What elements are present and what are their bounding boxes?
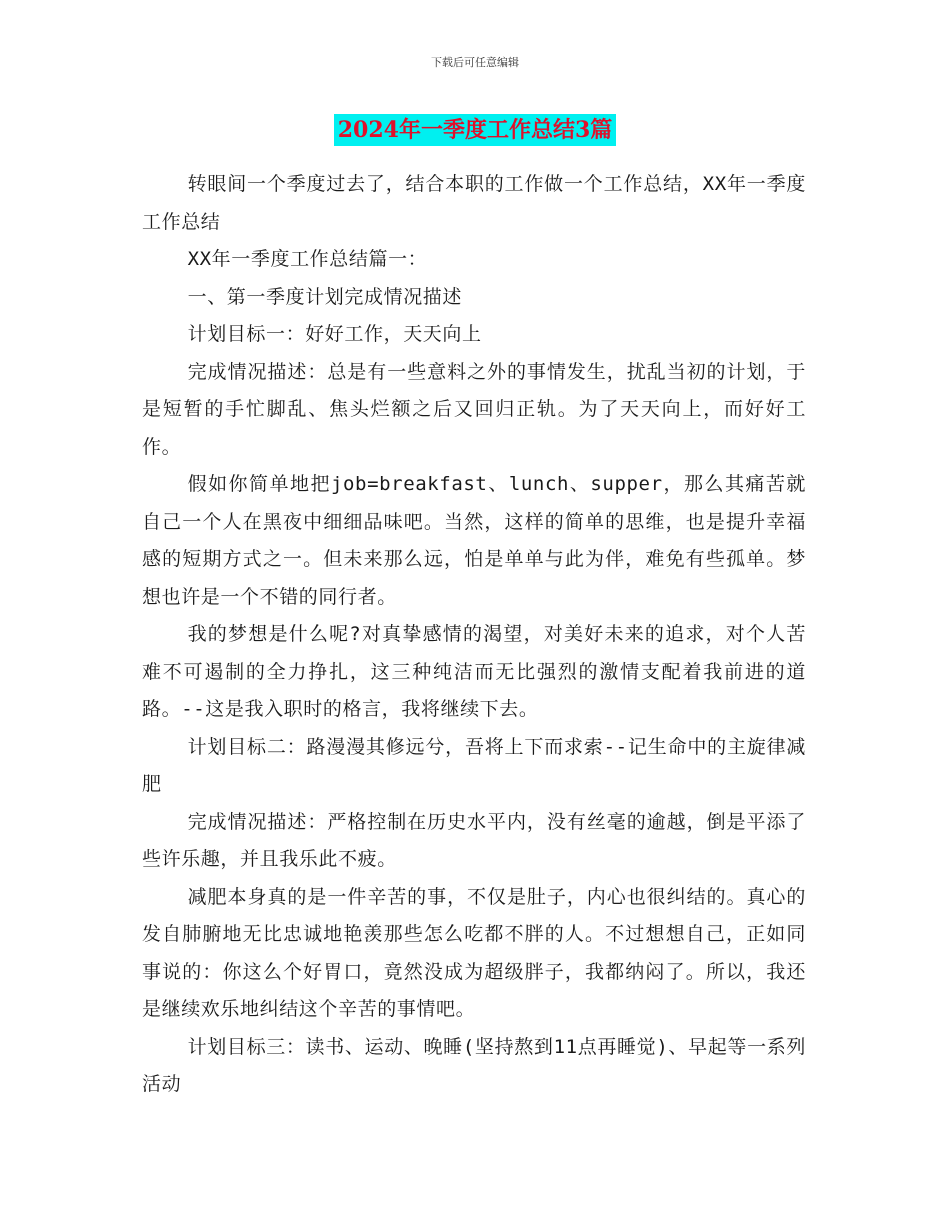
document-body (142, 166, 806, 1104)
paragraph: 我的梦想是什么呢?对真挚感情的渴望，对美好未来的追求，对个人苦难不可遏制的全力挣扎，这三种纯洁而无比强烈的激情支配着我前进的道路。--这是我入职时的格言，我将继续下去。 (142, 623, 806, 720)
paragraph: 计划目标二：路漫漫其修远兮，吾将上下而求索--记生命中的主旋律减肥 (142, 735, 806, 795)
paragraph: 转眼间一个季度过去了，结合本职的工作做一个工作总结，XX年一季度工作总结 (142, 173, 806, 233)
paragraph: XX年一季度工作总结篇一： (187, 248, 428, 270)
paragraph: 计划目标三：读书、运动、晚睡(坚持熬到11点再睡觉)、早起等一系列活动 (142, 1035, 806, 1095)
paragraph: 完成情况描述：严格控制在历史水平内，没有丝毫的逾越，倒是平添了些许乐趣，并且我乐此不疲。 (142, 810, 806, 870)
document-title: 2024年一季度工作总结3篇 (334, 114, 617, 146)
header-note: 下载后可任意编辑 (431, 56, 519, 69)
paragraph: 一、第一季度计划完成情况描述 (187, 285, 462, 308)
paragraph: 减肥本身真的是一件辛苦的事，不仅是肚子，内心也很纠结的。真心的发自肺腑地无比忠诚地艳羡那些怎么吃都不胖的人。不过想想自己，正如同事说的：你这么个好胃口，竟然没成为超级胖子，我都纳闷了。所以，我还是继续欢乐地纠结这个辛苦的事情吧。 (142, 885, 806, 1020)
paragraph: 完成情况描述：总是有一些意料之外的事情发生，扰乱当初的计划，于是短暂的手忙脚乱、焦头烂额之后又回归正轨。为了天天向上，而好好工作。 (142, 360, 806, 458)
paragraph: 计划目标一：好好工作，天天向上 (187, 323, 482, 345)
title-wrapper (0, 114, 950, 146)
paragraph: 假如你简单地把job=breakfast、lunch、supper，那么其痛苦就自己一个人在黑夜中细细品味吧。当然，这样的简单的思维，也是提升幸福感的短期方式之一。但未来那么远，怕是单单与此为伴，难免有些孤单。梦想也许是一个不错的同行者。 (142, 473, 806, 608)
